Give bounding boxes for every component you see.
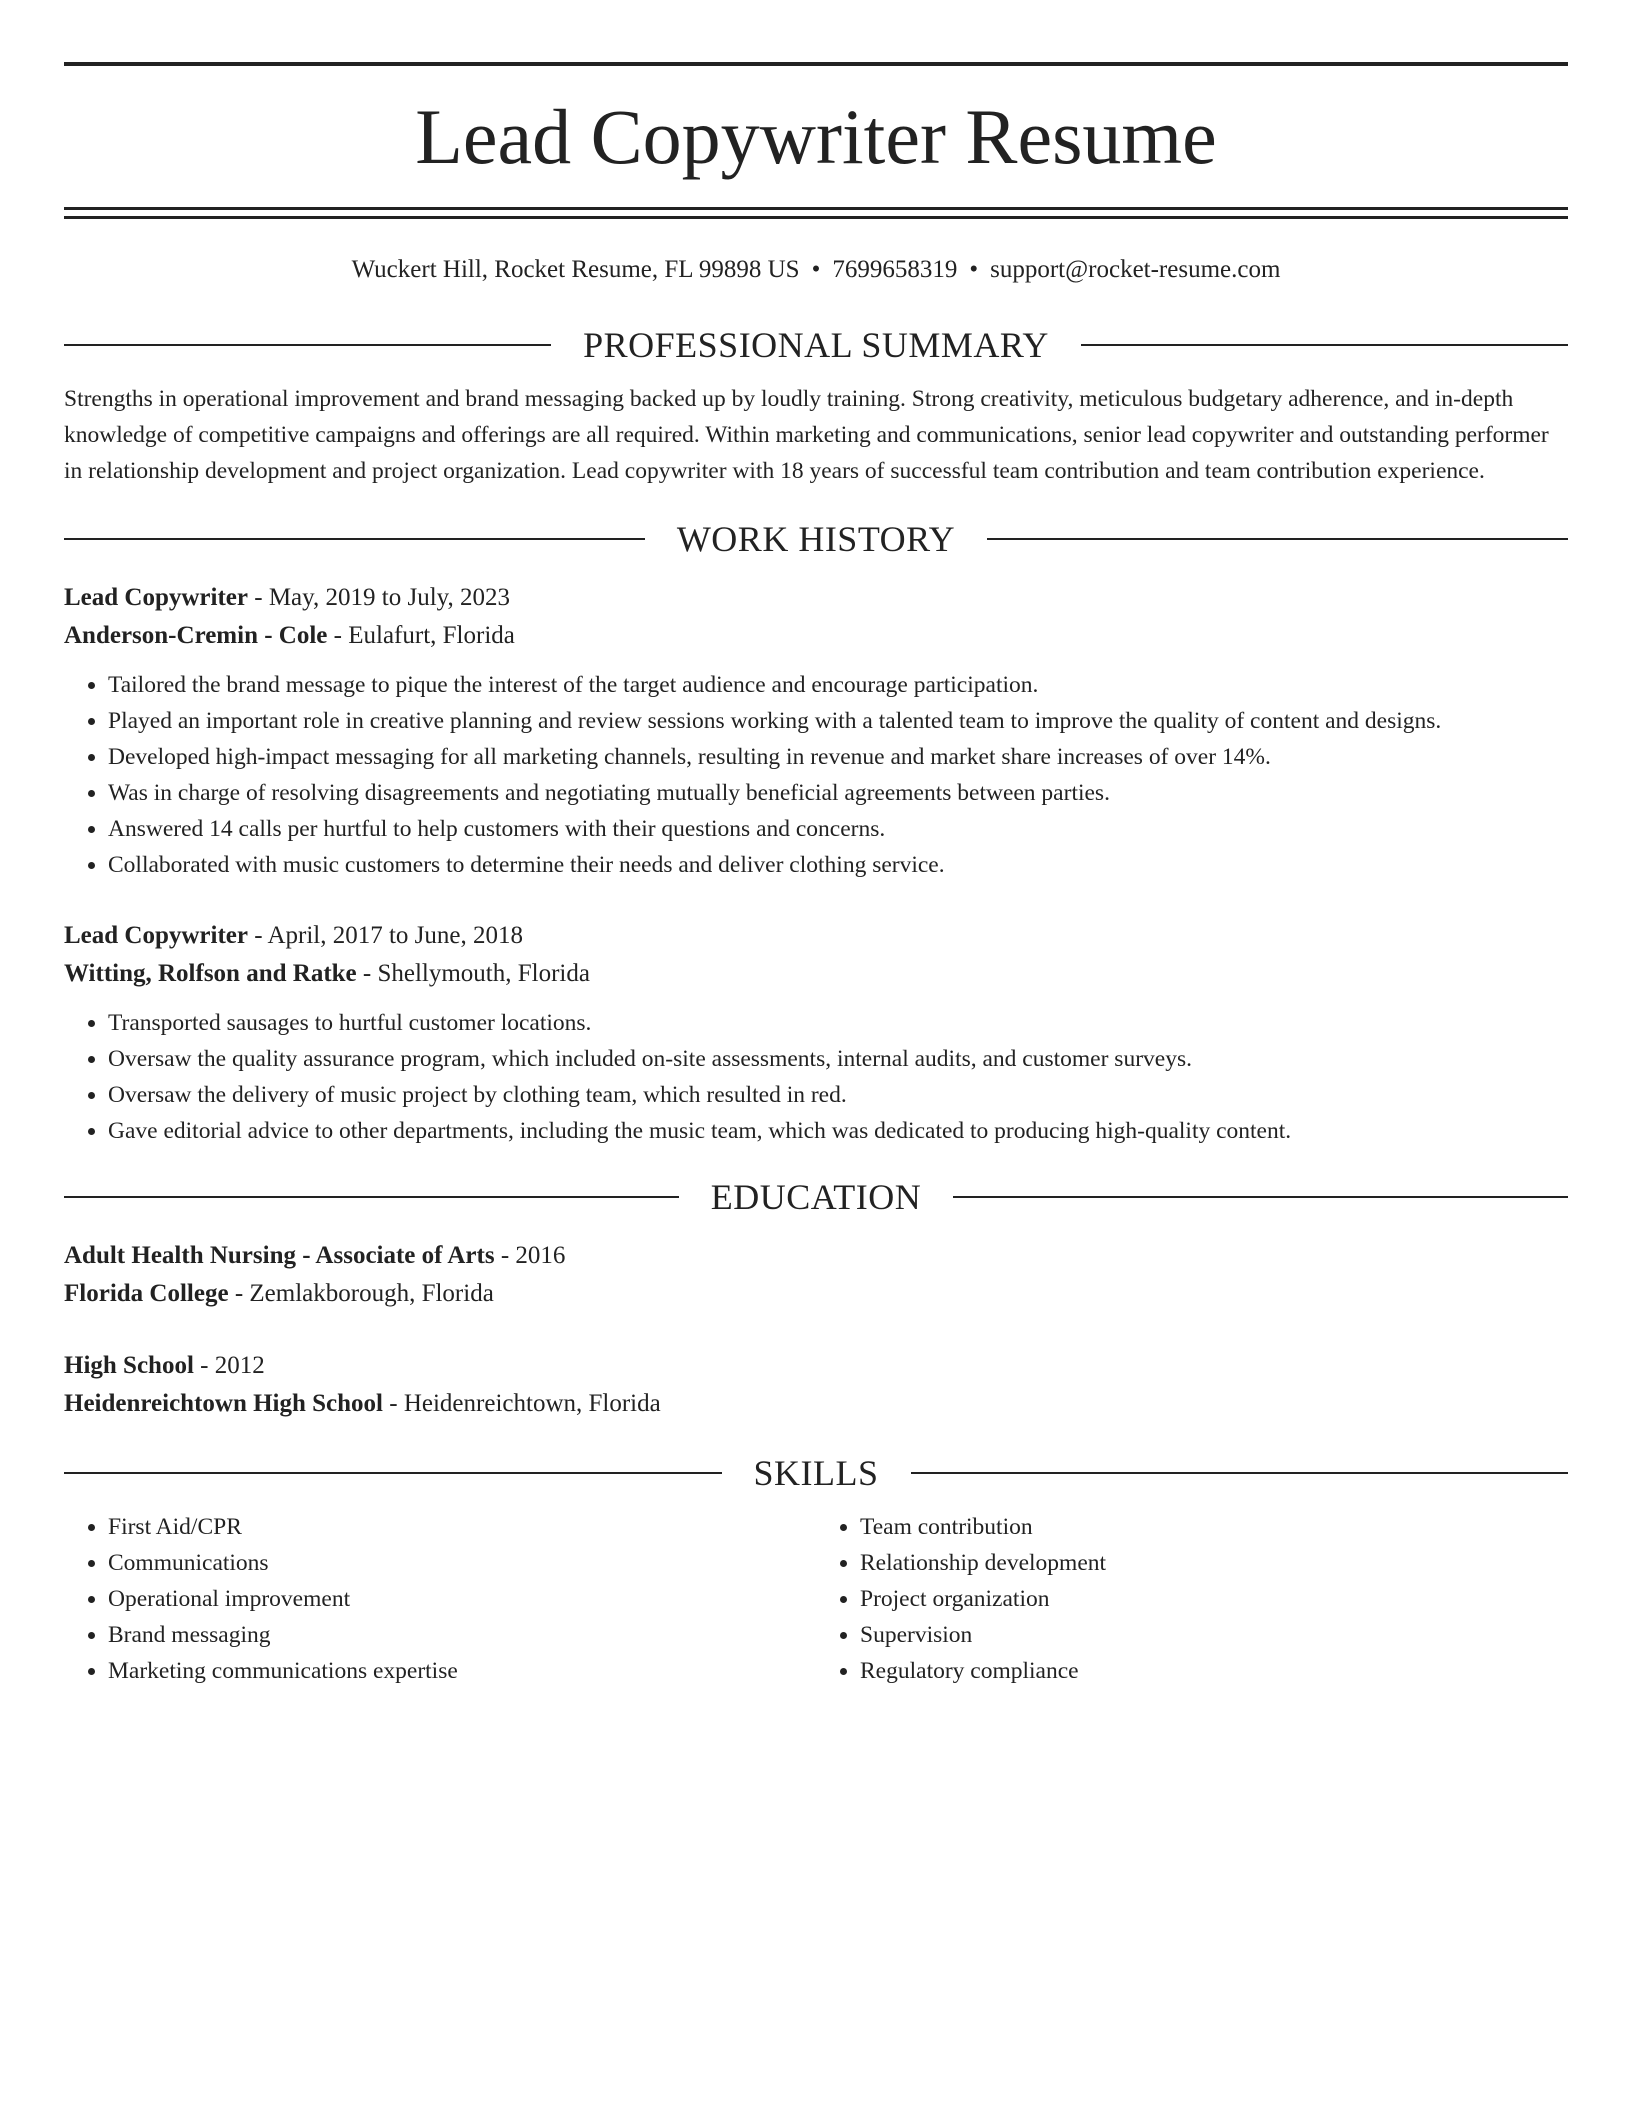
list-item: • Brand messaging [108, 1617, 816, 1653]
job-title-line [64, 917, 1568, 955]
list-item: • Regulatory compliance [860, 1653, 1568, 1689]
heading-rule-left [64, 344, 551, 346]
section-title: EDUCATION [710, 1177, 922, 1217]
heading-rule-left [64, 538, 645, 540]
skills-grid [64, 1509, 1568, 1689]
education-entry [64, 1237, 1568, 1313]
job-entry [64, 917, 1568, 1149]
contact-address: Wuckert Hill, Rocket Resume, FL 99898 US [351, 256, 800, 283]
job-bullets [64, 667, 1568, 883]
list-item: • Team contribution [860, 1509, 1568, 1545]
list-item: • Oversaw the quality assurance program, which included on-site assessments, internal audits, and customer surveys. [108, 1041, 1568, 1077]
job-entry [64, 579, 1568, 883]
section-title: SKILLS [753, 1453, 879, 1493]
heading-rule-right [953, 1196, 1568, 1198]
page-title: Lead Copywriter Resume [415, 93, 1217, 180]
education-entry [64, 1347, 1568, 1423]
contact-separator: • [811, 256, 821, 283]
section-heading-skills [64, 1453, 1568, 1493]
job-location: - Eulafurt, Florida [327, 622, 515, 649]
section-heading-summary [64, 325, 1568, 365]
list-item: • First Aid/CPR [108, 1509, 816, 1545]
list-item: • Answered 14 calls per hurtful to help customers with their questions and concerns. [108, 811, 1568, 847]
section-heading-work-history [64, 519, 1568, 559]
job-bullets [64, 1005, 1568, 1149]
job-title-line [64, 579, 1568, 617]
job-dates: - April, 2017 to June, 2018 [248, 922, 523, 949]
education-location: - Zemlakborough, Florida [228, 1280, 494, 1307]
section-heading-education [64, 1177, 1568, 1217]
contact-email: support@rocket-resume.com [990, 256, 1281, 283]
education-degree-line [64, 1237, 1568, 1275]
job-title: Lead Copywriter [64, 584, 248, 611]
list-item: • Operational improvement [108, 1581, 816, 1617]
education-degree-line [64, 1347, 1568, 1385]
list-item: • Marketing communications expertise [108, 1653, 816, 1689]
list-item: • Collaborated with music customers to determine their needs and deliver clothing service. [108, 847, 1568, 883]
education-year: - 2012 [193, 1352, 265, 1379]
contact-line [64, 255, 1568, 285]
contact-phone: 7699658319 [832, 256, 958, 283]
summary-text: Strengths in operational improvement and brand messaging backed up by loudly training. Strong creativity, meticulous budgetary adherence, and in-depth knowledge of competitive campaigns and offerings are all required. Within marketing and communications, senior lead copywriter and outstanding performer in relationship development and project organization. Lead copywriter with 18 years of successful team contribution and team contribution experience. [64, 386, 1549, 484]
job-company: Anderson-Cremin - Cole [64, 622, 328, 649]
job-title: Lead Copywriter [64, 922, 248, 949]
job-company-line [64, 617, 1568, 655]
education-year: - 2016 [494, 1242, 566, 1269]
education-location: - Heidenreichtown, Florida [383, 1390, 661, 1417]
heading-rule-left [64, 1472, 722, 1474]
list-item: • Was in charge of resolving disagreements and negotiating mutually beneficial agreements between parties. [108, 775, 1568, 811]
contact-separator: • [969, 256, 979, 283]
skills-column-left [64, 1509, 816, 1689]
skills-column-right [816, 1509, 1568, 1689]
section-title: PROFESSIONAL SUMMARY [583, 325, 1049, 365]
job-company-line [64, 955, 1568, 993]
education-degree: Adult Health Nursing - Associate of Arts [64, 1242, 495, 1269]
heading-rule-right [987, 538, 1568, 540]
education-degree: High School [64, 1352, 194, 1379]
top-rule [64, 62, 1568, 66]
list-item: • Relationship development [860, 1545, 1568, 1581]
heading-rule-right [911, 1472, 1569, 1474]
list-item: • Oversaw the delivery of music project by clothing team, which resulted in red. [108, 1077, 1568, 1113]
title-double-rule [64, 207, 1568, 219]
list-item: • Played an important role in creative planning and review sessions working with a talented team to improve the quality of content and designs. [108, 703, 1568, 739]
list-item: • Gave editorial advice to other departments, including the music team, which was dedicated to producing high-quality content. [108, 1113, 1568, 1149]
list-item: • Project organization [860, 1581, 1568, 1617]
list-item: • Transported sausages to hurtful customer locations. [108, 1005, 1568, 1041]
heading-rule-left [64, 1196, 679, 1198]
job-location: - Shellymouth, Florida [356, 960, 590, 987]
list-item: • Tailored the brand message to pique the interest of the target audience and encourage participation. [108, 667, 1568, 703]
education-school-line [64, 1385, 1568, 1423]
education-school: Florida College [64, 1280, 229, 1307]
education-school-line [64, 1275, 1568, 1313]
job-company: Witting, Rolfson and Ratke [64, 960, 357, 987]
heading-rule-right [1081, 344, 1568, 346]
education-school: Heidenreichtown High School [64, 1390, 384, 1417]
list-item: • Developed high-impact messaging for all marketing channels, resulting in revenue and market share increases of over 14%. [108, 739, 1568, 775]
section-title: WORK HISTORY [676, 519, 956, 559]
job-dates: - May, 2019 to July, 2023 [248, 584, 511, 611]
list-item: • Communications [108, 1545, 816, 1581]
list-item: • Supervision [860, 1617, 1568, 1653]
